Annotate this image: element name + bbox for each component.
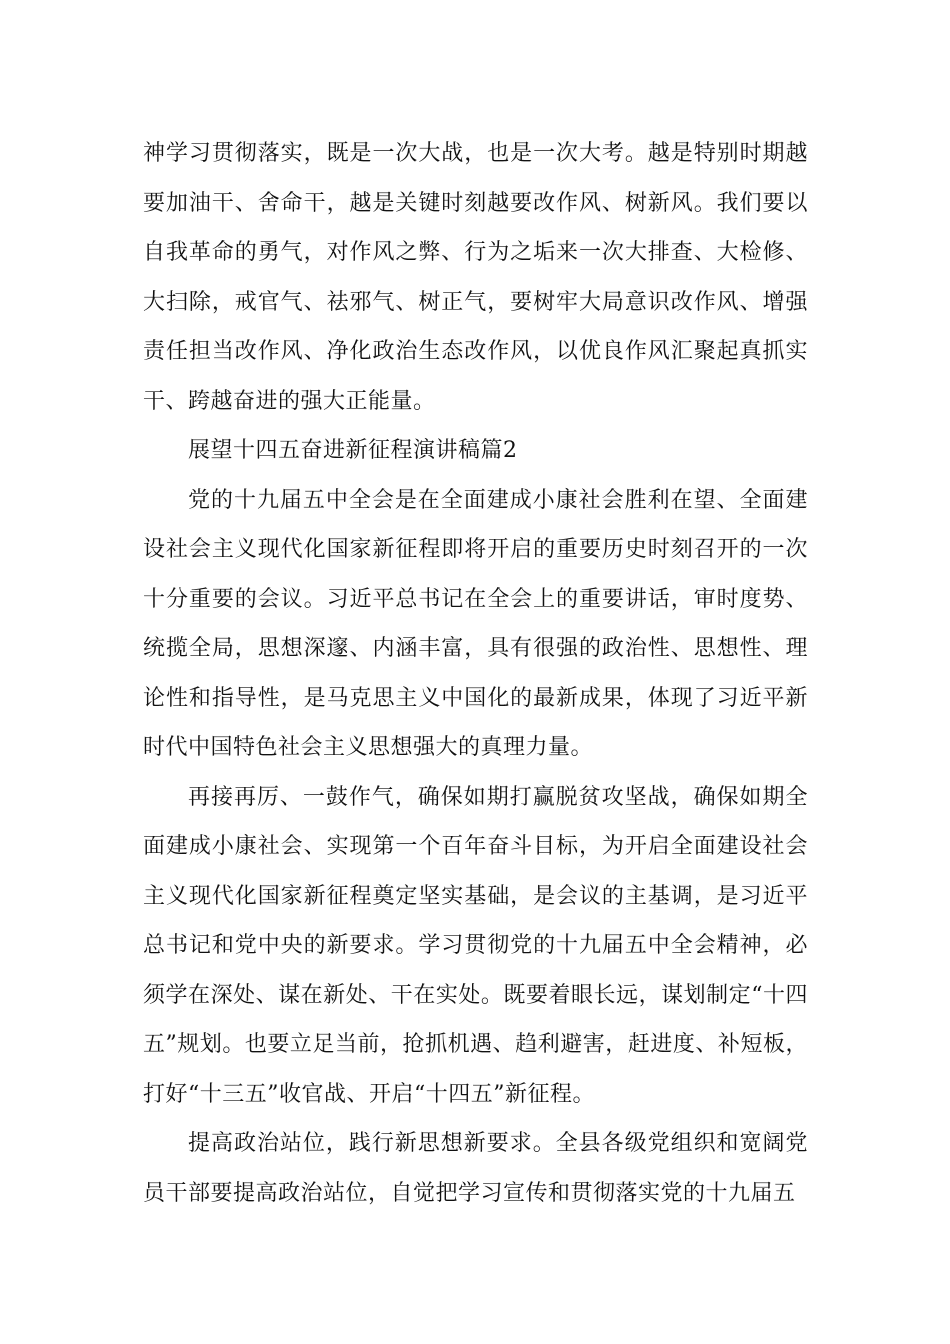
- section-heading: 展望十四五奋进新征程演讲稿篇2: [188, 438, 518, 463]
- paragraph: 提高政治站位，践行新思想新要求。全县各级党组织和宽阔党员干部要提高政治站位，自觉把学习宣传和贯彻落实党的十九届五: [143, 1131, 808, 1206]
- paragraph: 再接再厉、一鼓作气，确保如期打赢脱贫攻坚战，确保如期全面建成小康社会、实现第一个百年奋斗目标，为开启全面建设社会主义现代化国家新征程奠定坚实基础，是会议的主基调，是习近平总书记和党中央的新要求。学习贯彻党的十九届五中全会精神，必须学在深处、谋在新处、干在实处。既要着眼长远，谋划制定“十四五”规划。也要立足当前，抢抓机遇、趋利避害，赶进度、补短板，打好“十三五”收官战、开启“十四五”新征程。: [143, 784, 808, 1107]
- paragraph: 党的十九届五中全会是在全面建成小康社会胜利在望、全面建设社会主义现代化国家新征程即将开启的重要历史时刻召开的一次十分重要的会议。习近平总书记在全会上的重要讲话，审时度势、统揽全局，思想深邃、内涵丰富，具有很强的政治性、思想性、理论性和指导性，是马克思主义中国化的最新成果，体现了习近平新时代中国特色社会主义思想强大的真理力量。: [143, 487, 808, 760]
- paragraph-continuation: 神学习贯彻落实，既是一次大战，也是一次大考。越是特别时期越要加油干、舍命干，越是关键时刻越要改作风、树新风。我们要以自我革命的勇气，对作风之弊、行为之垢来一次大排查、大检修、大扫除，戒官气、祛邪气、树正气，要树牢大局意识改作风、增强责任担当改作风、净化政治生态改作风，以优良作风汇聚起真抓实干、跨越奋进的强大正能量。: [143, 141, 808, 414]
- document-body: [143, 129, 808, 1218]
